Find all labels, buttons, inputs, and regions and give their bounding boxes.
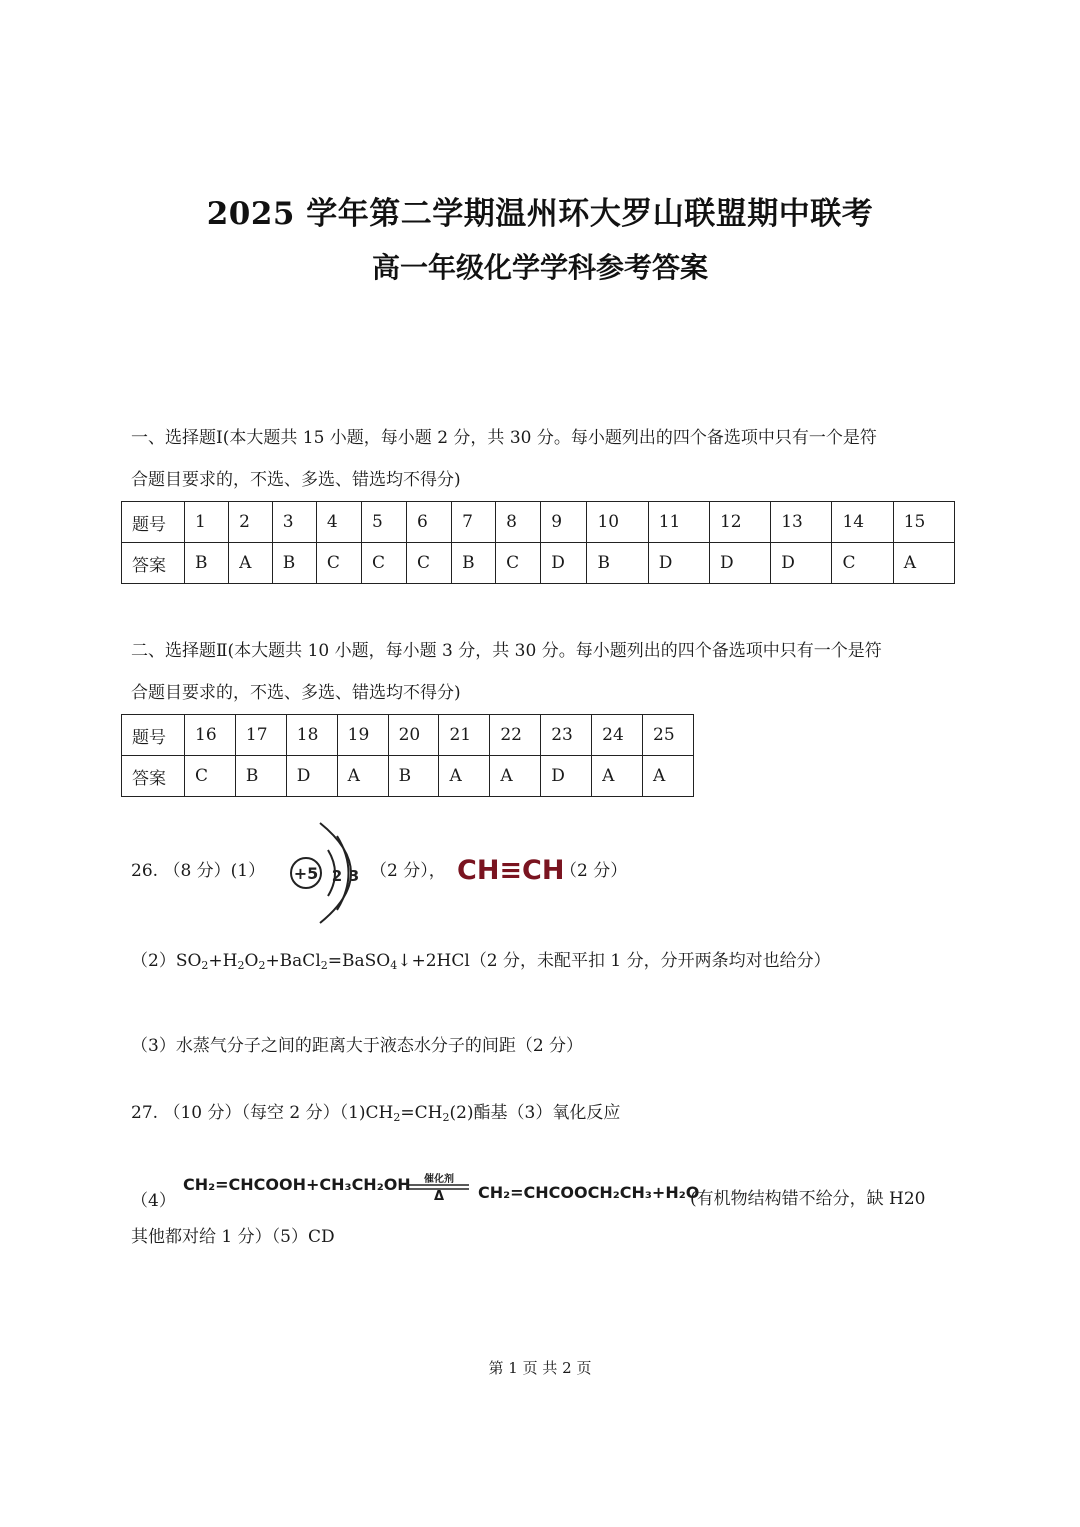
question-number-cell: 13: [771, 502, 832, 543]
row-label-question: 题号: [122, 715, 185, 756]
q26-part2-label: （2）: [131, 951, 176, 971]
answer-cell: A: [592, 756, 643, 797]
question-number-cell: 19: [337, 715, 388, 756]
question-number-cell: 9: [541, 502, 587, 543]
q26-prefix: 26. （8 分）(1）: [131, 861, 266, 881]
esterification-products: CH₂=CHCOOCH₂CH₃+H₂O: [478, 1183, 700, 1202]
question-number-cell: 7: [452, 502, 496, 543]
question-number-cell: 18: [286, 715, 337, 756]
atom-structure-diagram: [282, 818, 372, 930]
q26-part3: （3）水蒸气分子之间的距离大于液态水分子的间距（2 分）: [131, 1036, 584, 1056]
answer-cell: C: [316, 543, 361, 584]
ethylene-formula: $CH_2=CH_2$: [365, 1103, 450, 1124]
document-title: 2025 学年第二学期温州环大罗山联盟期中联考: [206, 196, 874, 232]
catalyst-label: 催化剂: [424, 1174, 454, 1185]
answer-cell: D: [541, 543, 587, 584]
table-row-answers: [122, 543, 955, 584]
answer-cell: C: [832, 543, 893, 584]
shell-electrons-2: 3: [348, 867, 360, 885]
question-number-cell: 11: [648, 502, 709, 543]
answer-cell: C: [361, 543, 406, 584]
section1-intro-line1: 一、选择题Ⅰ(本大题共 15 小题，每小题 2 分，共 30 分。每小题列出的四个备选项中只有一个是符: [131, 428, 877, 448]
answer-cell: A: [337, 756, 388, 797]
q27-line1-prefix: 27. （10 分）（每空 2 分）（1): [131, 1103, 366, 1123]
row-label-question: 题号: [122, 502, 185, 543]
section2-intro-line2: 合题目要求的，不选、多选、错选均不得分): [131, 683, 461, 703]
q26-part2-equation: $SO_2+H_2O_2+BaCl_2=BaSO_4↓+2HCl$: [175, 951, 470, 972]
question-number-cell: 8: [496, 502, 541, 543]
shell-electrons-1: 2: [331, 867, 343, 885]
question-number-cell: 14: [832, 502, 893, 543]
answer-cell: A: [490, 756, 541, 797]
atom-nucleus-label: +5: [293, 864, 319, 883]
question-number-cell: 1: [185, 502, 229, 543]
question-number-cell: 5: [361, 502, 406, 543]
table-row-questions: [122, 502, 955, 543]
answer-cell: B: [388, 756, 439, 797]
answer-cell: D: [648, 543, 709, 584]
question-number-cell: 23: [541, 715, 592, 756]
answer-cell: A: [893, 543, 954, 584]
question-number-cell: 24: [592, 715, 643, 756]
question-number-cell: 21: [439, 715, 490, 756]
question-number-cell: 20: [388, 715, 439, 756]
row-label-answer: 答案: [122, 543, 185, 584]
answer-cell: B: [587, 543, 648, 584]
answer-cell: D: [771, 543, 832, 584]
q27-line1: [131, 1102, 620, 1129]
question-number-cell: 22: [490, 715, 541, 756]
esterification-reactants: CH₂=CHCOOH+CH₃CH₂OH: [183, 1175, 411, 1194]
q27-part4-note: (有机物结构错不给分，缺 H20: [690, 1189, 926, 1209]
answer-cell: C: [407, 543, 452, 584]
q26-part2-note: （2 分，未配平扣 1 分，分开两条均对也给分）: [469, 951, 831, 971]
answer-cell: D: [541, 756, 592, 797]
answer-cell: A: [439, 756, 490, 797]
question-number-cell: 4: [316, 502, 361, 543]
answer-cell: B: [272, 543, 316, 584]
q27-last-line: 其他都对给 1 分）（5）CD: [131, 1227, 335, 1247]
answer-cell: A: [229, 543, 273, 584]
q26-part2: [131, 950, 831, 977]
q26-score1: （2 分），: [370, 861, 446, 881]
answer-cell: B: [235, 756, 286, 797]
answer-cell: C: [496, 543, 541, 584]
table-row-questions: [122, 715, 694, 756]
q27-part4-label: （4）: [131, 1191, 176, 1211]
question-number-cell: 17: [235, 715, 286, 756]
q27-line1-rest: (2)酯基（3）氧化反应: [449, 1103, 621, 1123]
heat-symbol: Δ: [433, 1189, 445, 1204]
question-number-cell: 6: [407, 502, 452, 543]
answer-cell: D: [286, 756, 337, 797]
answer-table-section2: [121, 714, 694, 797]
question-number-cell: 12: [709, 502, 770, 543]
answer-cell: B: [185, 543, 229, 584]
question-number-cell: 16: [185, 715, 236, 756]
question-number-cell: 3: [272, 502, 316, 543]
table-row-answers: [122, 756, 694, 797]
answer-cell: C: [185, 756, 236, 797]
question-number-cell: 25: [643, 715, 694, 756]
answer-cell: B: [452, 543, 496, 584]
section1-intro-line2: 合题目要求的，不选、多选、错选均不得分): [131, 470, 461, 490]
page-number: 第 1 页 共 2 页: [488, 1359, 592, 1377]
answer-table-section1: [121, 501, 955, 584]
answer-cell: A: [643, 756, 694, 797]
answer-cell: D: [709, 543, 770, 584]
document-subtitle: 高一年级化学学科参考答案: [371, 251, 708, 284]
q26-score2: （2 分）: [560, 861, 628, 881]
section2-intro-line1: 二、选择题Ⅱ(本大题共 10 小题，每小题 3 分，共 30 分。每小题列出的四个备选项中只有一个是符: [131, 641, 882, 661]
question-number-cell: 2: [229, 502, 273, 543]
acetylene-formula: CH≡CH: [457, 855, 565, 886]
question-number-cell: 10: [587, 502, 648, 543]
question-number-cell: 15: [893, 502, 954, 543]
row-label-answer: 答案: [122, 756, 185, 797]
